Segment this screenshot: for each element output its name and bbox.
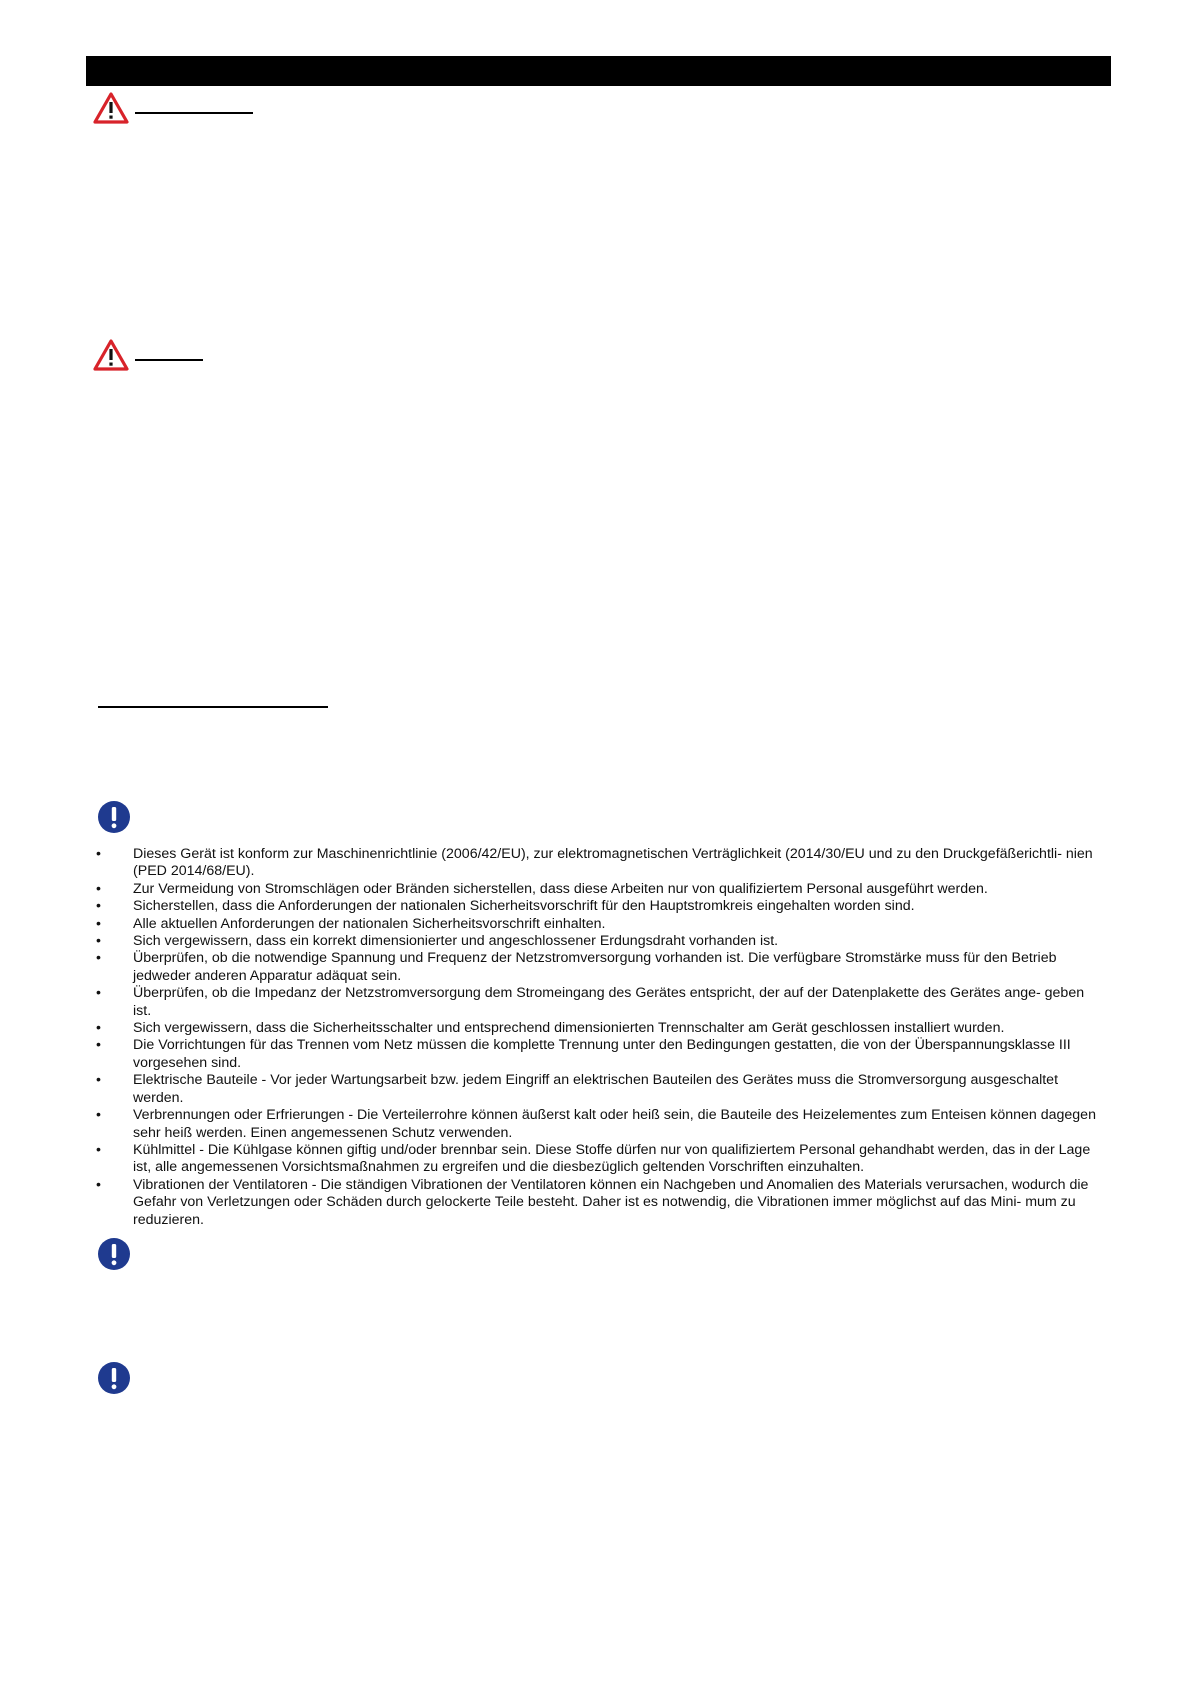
- list-item: • Kühlmittel - Die Kühlgase können giftig und/oder brennbar sein. Diese Stoffe dürfen nur von qualifiziertem Personal gehandhabt werden, das in der Lage ist, alle angemessenen Vorsichtsmaßnahmen zu ergreifen und die diesbezüglich geltenden Vorschriften einzuhalten.: [96, 1141, 1091, 1176]
- list-item: • Sich vergewissern, dass die Sicherheitsschalter und entsprechend dimensionierten Trennschalter am Gerät geschlossen installiert wurden.: [96, 1020, 1005, 1037]
- list-item: • Alle aktuellen Anforderungen der nationalen Sicherheitsvorschrift einhalten.: [96, 915, 606, 932]
- bullet-icon: •: [96, 1072, 101, 1089]
- list-item: • Elektrische Bauteile - Vor jeder Wartungsarbeit bzw. jedem Eingriff an elektrischen Bauteilen des Gerätes muss die Stromversorgung ausgeschaltet werden.: [96, 1072, 1059, 1106]
- warning-triangle-icon: [93, 92, 129, 124]
- list-item: • Vibrationen der Ventilatoren - Die ständigen Vibrationen der Ventilatoren können ein Nachgeben und Anomalien des Materials verursachen, wodurch die Gefahr von Verletzungen oder Schäden durch gelockerte Teile besteht. Daher ist es notwendig, die Vibrationen immer möglichst auf das Mini- mum zu reduzieren.: [96, 1176, 1089, 1228]
- bullet-icon: •: [96, 1037, 101, 1054]
- section-header-bar: [86, 56, 1111, 86]
- list-item: • Überprüfen, ob die notwendige Spannung und Frequenz der Netzstromversorgung vorhanden ist. Die verfügbare Stromstärke muss für den Betrieb jedweder anderen Apparatur adäquat sein.: [96, 950, 1057, 984]
- section-heading-underline: [98, 706, 328, 708]
- bullet-icon: •: [96, 880, 101, 897]
- bullet-icon: •: [96, 933, 101, 950]
- list-item: • Verbrennungen oder Erfrierungen - Die Verteilerrohre können äußerst kalt oder heiß sein, die Bauteile des Heizelementes zum Enteisen können dagegen sehr heiß werden. Einen angemessenen Schutz verwenden.: [96, 1107, 1096, 1141]
- bullet-icon: •: [96, 950, 101, 967]
- exclamation-circle-icon: [97, 800, 131, 834]
- list-item: • Dieses Gerät ist konform zur Maschinenrichtlinie (2006/42/EU), zur elektromagnetischen Verträglichkeit (2014/30/EU und zu den Druckgefäßerichtli- nien (PED 2014/68/EU).: [96, 846, 1093, 880]
- warning-triangle-icon: [93, 339, 129, 371]
- bullet-icon: •: [96, 985, 101, 1002]
- danger-heading-underline: [135, 359, 203, 361]
- warning-heading-underline: [135, 112, 253, 114]
- list-item: • Zur Vermeidung von Stromschlägen oder Bränden sicherstellen, dass diese Arbeiten nur von qualifiziertem Personal ausgeführt werden.: [96, 880, 988, 897]
- list-item: • Die Vorrichtungen für das Trennen vom Netz müssen die komplette Trennung unter den Bedingungen gestatten, die von der Überspannungsklasse III vorgesehen sind.: [96, 1037, 1071, 1071]
- safety-instructions-list: [96, 846, 1096, 1229]
- list-item: • Sicherstellen, dass die Anforderungen der nationalen Sicherheitsvorschrift für den Hauptstromkreis eingehalten worden sind.: [96, 898, 915, 915]
- exclamation-circle-icon: [97, 1237, 131, 1271]
- list-item: • Überprüfen, ob die Impedanz der Netzstromversorgung dem Stromeingang des Gerätes entspricht, der auf der Datenplakette des Gerätes ange- geben ist.: [96, 985, 1085, 1019]
- bullet-icon: •: [96, 1141, 101, 1158]
- bullet-icon: •: [96, 1020, 101, 1037]
- bullet-icon: •: [96, 898, 101, 915]
- exclamation-circle-icon: [97, 1361, 131, 1395]
- bullet-icon: •: [96, 1176, 101, 1193]
- list-item: • Sich vergewissern, dass ein korrekt dimensionierter und angeschlossener Erdungsdraht vorhanden ist.: [96, 933, 779, 950]
- bullet-icon: •: [96, 846, 101, 862]
- bullet-icon: •: [96, 915, 101, 932]
- bullet-icon: •: [96, 1107, 101, 1124]
